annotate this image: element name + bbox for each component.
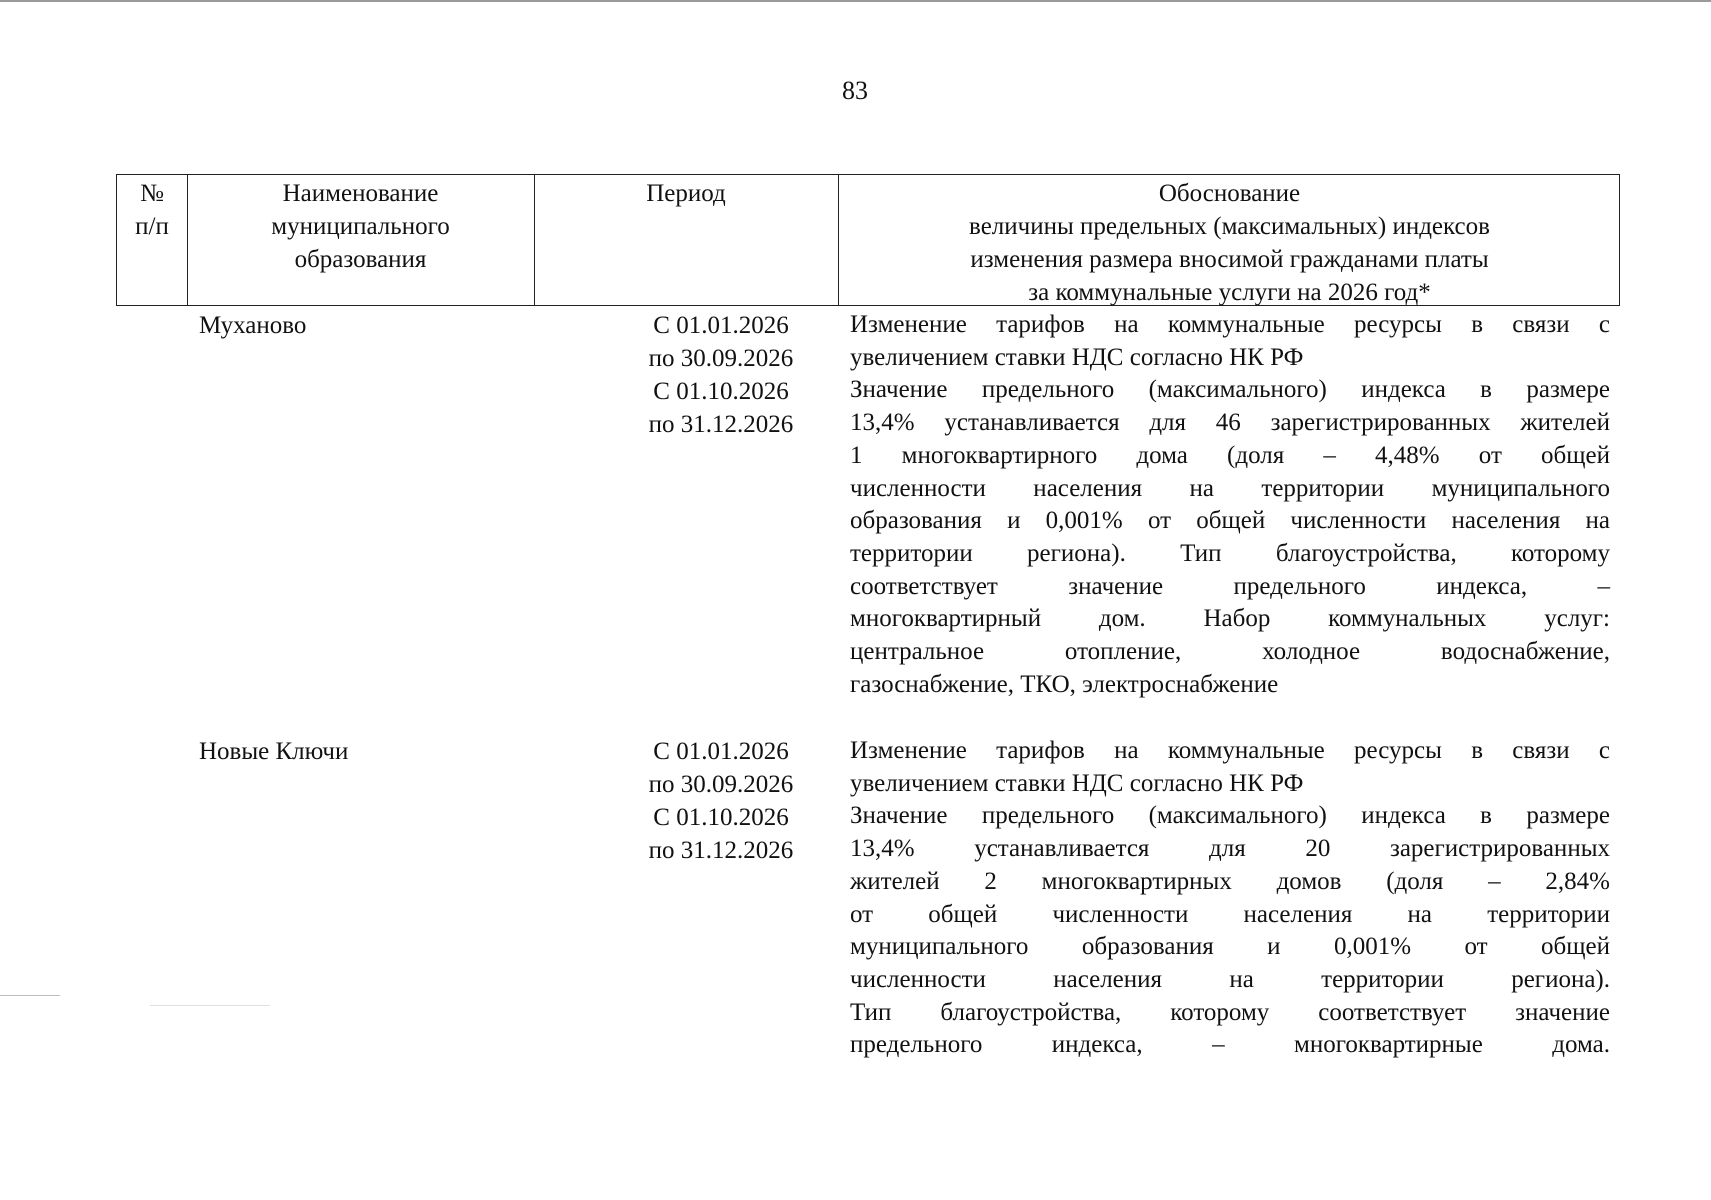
period-cell: [596, 735, 846, 867]
scan-artifact: [150, 1005, 270, 1006]
justification-line: увеличением ставки НДС согласно НК РФ: [850, 343, 1304, 371]
header-justification-line: величины предельных (максимальных) индексов: [969, 213, 1490, 240]
header-period: [534, 177, 838, 210]
justification-line: центральное отопление, холодное водоснабжение,: [850, 638, 1610, 666]
period-line: по 31.12.2026: [648, 837, 794, 864]
header-justification-line: изменения размера вносимой гражданами платы: [970, 246, 1489, 273]
period-line: по 31.12.2026: [648, 411, 794, 438]
header-municipality-name: [187, 177, 534, 276]
municipality-name: Муханово: [199, 312, 307, 339]
justification-line: 13,4% устанавливается для 46 зарегистрированных жителей: [850, 409, 1610, 437]
scan-edge: [0, 0, 1711, 2]
justification-line: газоснабжение, ТКО, электроснабжение: [850, 670, 1279, 698]
justification-line: от общей численности населения на территории: [850, 900, 1610, 928]
header-number: [117, 177, 187, 243]
period-line: по 30.09.2026: [648, 345, 794, 372]
header-number-line: п/п: [135, 213, 169, 240]
justification-line: жителей 2 многоквартирных домов (доля – 2,84%: [850, 867, 1610, 895]
justification-line: Изменение тарифов на коммунальные ресурсы в связи с: [850, 737, 1610, 764]
justification-line: численности населения на территории региона).: [850, 965, 1610, 993]
municipality-name: Новые Ключи: [199, 738, 349, 765]
header-justification-line: за коммунальные услуги на 2026 год*: [1028, 279, 1431, 306]
justification-cell: [850, 309, 1610, 701]
header-name-line: Наименование: [282, 180, 439, 207]
justification-line: образования и 0,001% от общей численности населения на: [850, 507, 1610, 535]
justification-line: 13,4% устанавливается для 20 зарегистрированных: [850, 835, 1610, 863]
period-line: С 01.01.2026: [653, 738, 789, 765]
justification-line: увеличением ставки НДС согласно НК РФ: [850, 769, 1304, 797]
period-line: по 30.09.2026: [648, 771, 794, 798]
justification-line: соответствует значение предельного индекса, –: [850, 572, 1610, 600]
justification-line: 1 многоквартирного дома (доля – 4,48% от общей: [850, 441, 1610, 469]
table-header: [116, 174, 1620, 306]
justification-cell: [850, 735, 1610, 1062]
justification-line: Тип благоустройства, которому соответствует значение: [850, 998, 1610, 1026]
header-name-line: образования: [294, 246, 427, 273]
page-number: 83: [842, 76, 868, 105]
justification-line: Значение предельного (максимального) индекса в размере: [850, 376, 1610, 404]
period-line: С 01.01.2026: [653, 312, 789, 339]
header-period-line: Период: [646, 180, 726, 207]
header-name-line: муниципального: [271, 213, 450, 240]
justification-line: многоквартирный дом. Набор коммунальных услуг:: [850, 605, 1610, 633]
header-number-line: №: [140, 180, 164, 207]
justification-line: численности населения на территории муниципального: [850, 474, 1610, 502]
period-line: С 01.10.2026: [653, 804, 789, 831]
scan-artifact: [0, 995, 60, 996]
justification-line: предельного индекса, – многоквартирные дома.: [850, 1031, 1610, 1059]
justification-line: Изменение тарифов на коммунальные ресурсы в связи с: [850, 311, 1610, 338]
justification-line: муниципального образования и 0,001% от общей: [850, 933, 1610, 961]
justification-line: территории региона). Тип благоустройства, которому: [850, 539, 1610, 567]
period-line: С 01.10.2026: [653, 378, 789, 405]
justification-line: Значение предельного (максимального) индекса в размере: [850, 802, 1610, 830]
header-justification-line: Обоснование: [1158, 180, 1301, 207]
header-justification: [838, 177, 1621, 309]
period-cell: [596, 309, 846, 441]
